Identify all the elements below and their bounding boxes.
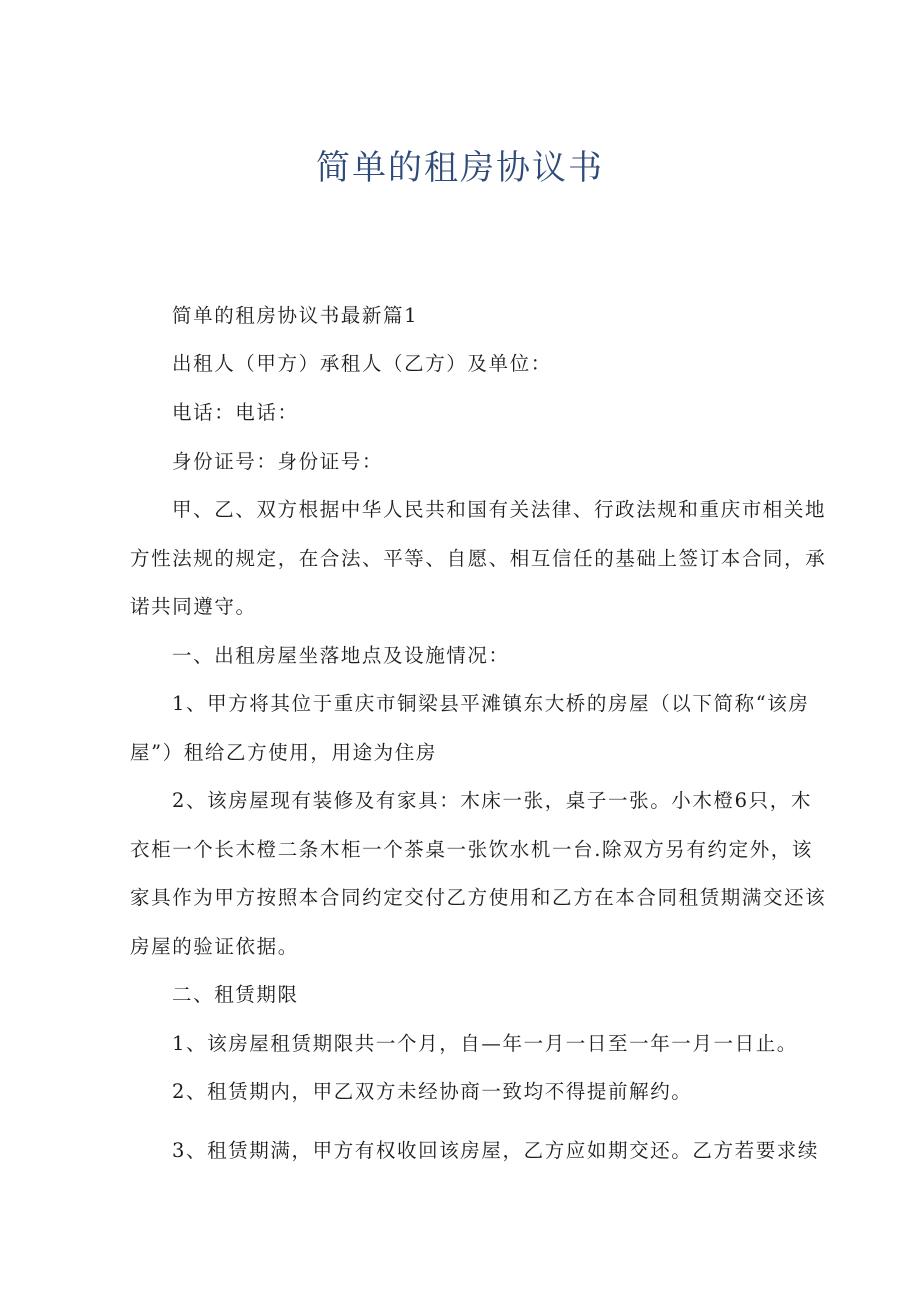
paragraph-line: 家具作为甲方按照本合同约定交付乙方使用和乙方在本合同租赁期满交还该 xyxy=(130,886,827,909)
paragraph-line: 1、甲方将其位于重庆市铜梁县平滩镇东大桥的房屋（以下简称“该房 xyxy=(172,692,810,715)
phone-line: 电话：电话： xyxy=(172,401,299,424)
paragraph-line: 衣柜一个长木橙二条木柜一个茶桌一张饮水机一台.除双方另有约定外，该 xyxy=(130,838,813,861)
document-title: 简单的租房协议书 xyxy=(316,148,604,188)
id-number-line: 身份证号：身份证号： xyxy=(172,450,384,473)
section-heading: 简单的租房协议书最新篇1 xyxy=(172,304,419,327)
parties-line: 出租人（甲方）承租人（乙方）及单位： xyxy=(172,352,552,375)
paragraph-line: 房屋的验证依据。 xyxy=(130,935,299,958)
paragraph-line: 屋”）租给乙方使用，用途为住房 xyxy=(130,741,437,764)
clause-heading: 二、租赁期限 xyxy=(172,983,299,1006)
paragraph-line: 1、该房屋租赁期限共一个月，自—年一月一日至一年一月一日止。 xyxy=(172,1032,798,1055)
paragraph-line: 诺共同遵守。 xyxy=(130,595,257,618)
paragraph-line: 2、该房屋现有装修及有家具：木床一张，桌子一张。小木橙6只，木 xyxy=(172,789,812,812)
paragraph-line: 甲、乙、双方根据中华人民共和国有关法律、行政法规和重庆市相关地 xyxy=(172,498,827,521)
clause-heading: 一、出租房屋坐落地点及设施情况： xyxy=(172,644,510,667)
paragraph-line: 2、租赁期内，甲乙双方未经协商一致均不得提前解约。 xyxy=(172,1080,693,1103)
paragraph-line: 方性法规的规定，在合法、平等、自愿、相互信任的基础上签订本合同，承 xyxy=(130,547,827,570)
paragraph-line: 3、租赁期满，甲方有权收回该房屋，乙方应如期交还。乙方若要求续 xyxy=(172,1139,820,1162)
